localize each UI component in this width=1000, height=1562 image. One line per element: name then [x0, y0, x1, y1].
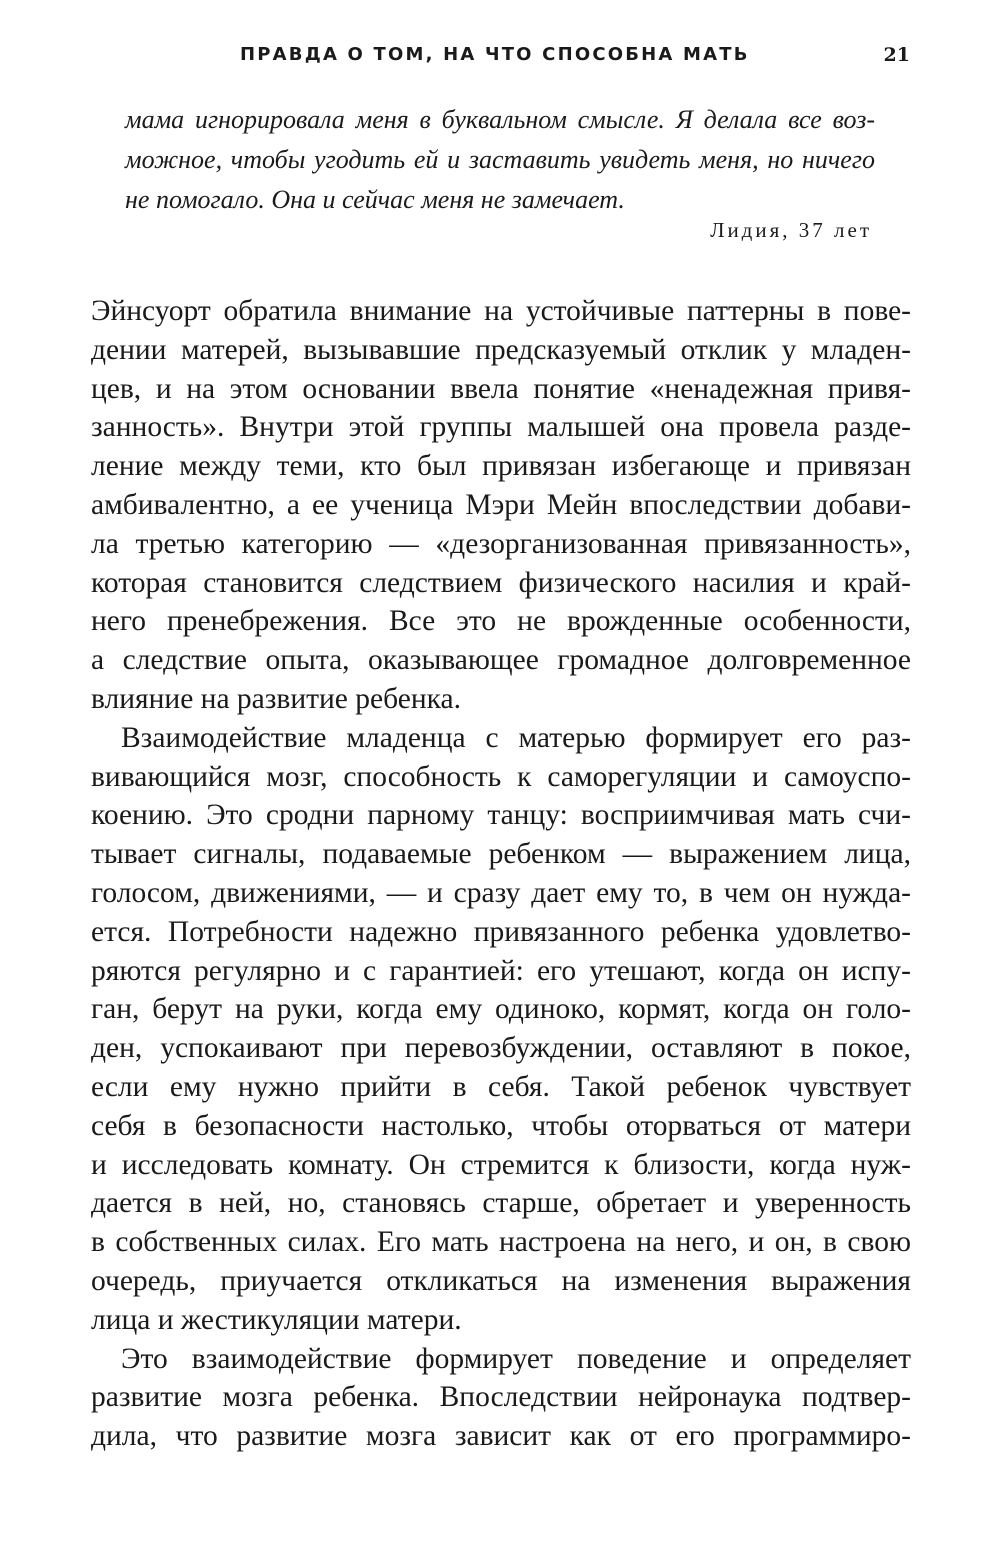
- text-line: занность». Внутри этой группы малышей она провела разде-: [91, 411, 911, 444]
- paragraph-3: [91, 1340, 911, 1456]
- text-line: Эйнсуорт обратила внимание на устойчивые паттерны в пове-: [91, 295, 911, 327]
- paragraph-2: [91, 719, 911, 1340]
- text-line: которая становится следствием физического насилия и край-: [91, 566, 911, 599]
- text-line: вивающийся мозг, способность к саморегуляции и самоуспо-: [91, 760, 911, 793]
- text-line: и исследовать комнату. Он стремится к близости, когда нуж-: [91, 1148, 911, 1181]
- epigraph-attribution: Лидия, 37 лет: [710, 218, 872, 242]
- text-line: в собственных силах. Его мать настроена на него, и он, в свою: [91, 1226, 911, 1259]
- text-line: Взаимодействие младенца с матерью формирует его раз-: [121, 721, 911, 754]
- running-title: ПРАВДА О ТОМ, НА ЧТО СПОСОБНА МАТЬ: [240, 44, 750, 65]
- text-line: ряются регулярно и с гарантией: его утешают, когда он испу-: [91, 954, 911, 987]
- page-number: 21: [883, 44, 910, 66]
- epigraph-line: мама игнорировала меня в буквальном смысле. Я делала все воз-: [125, 105, 875, 134]
- text-line: Это взаимодействие формирует поведение и определяет: [121, 1342, 911, 1375]
- running-header: [0, 40, 1000, 76]
- text-line: коению. Это сродни парному танцу: восприимчивая мать счи-: [91, 799, 911, 832]
- text-line: ган, берут на руки, когда ему одиноко, кормят, когда он голо-: [91, 993, 911, 1026]
- text-line: себя в безопасности настолько, чтобы оторваться от матери: [91, 1109, 911, 1142]
- text-line: ла третью категорию — «дезорганизованная привязанность»,: [91, 527, 911, 560]
- text-line: очередь, приучается откликаться на изменения выражения: [91, 1264, 911, 1297]
- text-line: если ему нужно прийти в себя. Такой ребенок чувствует: [91, 1070, 911, 1103]
- paragraph-1: [91, 292, 911, 719]
- text-line: тывает сигналы, подаваемые ребенком — выражением лица,: [91, 838, 911, 871]
- text-line: цев, и на этом основании ввела понятие «ненадежная привя-: [91, 372, 911, 405]
- text-line: лица и жестикуляции матери.: [91, 1303, 462, 1336]
- text-line: дила, что развитие мозга зависит как от его программиро-: [91, 1420, 911, 1453]
- text-line: ление между теми, кто был привязан избегающе и привязан: [91, 450, 911, 483]
- text-line: голосом, движениями, — и сразу дает ему то, в чем он нужда-: [91, 876, 911, 909]
- text-line: дении матерей, вызывавшие предсказуемый отклик у младен-: [91, 333, 911, 366]
- epigraph-quote: [125, 100, 875, 220]
- epigraph-line: не помогало. Она и сейчас меня не замечает.: [125, 185, 625, 214]
- text-line: амбивалентно, а ее ученица Мэри Мейн впоследствии добави-: [91, 488, 911, 521]
- body-text: [91, 292, 911, 1456]
- text-line: него пренебрежения. Все это не врожденные особенности,: [91, 605, 911, 638]
- epigraph-line: можное, чтобы угодить ей и заставить увидеть меня, но ничего: [125, 145, 875, 174]
- text-line: влияние на развитие ребенка.: [91, 682, 461, 715]
- text-line: ден, успокаивают при перевозбуждении, оставляют в покое,: [91, 1032, 911, 1065]
- text-line: развитие мозга ребенка. Впоследствии нейронаука подтвер-: [91, 1381, 911, 1414]
- text-line: ется. Потребности надежно привязанного ребенка удовлетво-: [91, 915, 911, 948]
- text-line: дается в ней, но, становясь старше, обретает и уверенность: [91, 1187, 911, 1220]
- text-line: а следствие опыта, оказывающее громадное долговременное: [91, 644, 911, 677]
